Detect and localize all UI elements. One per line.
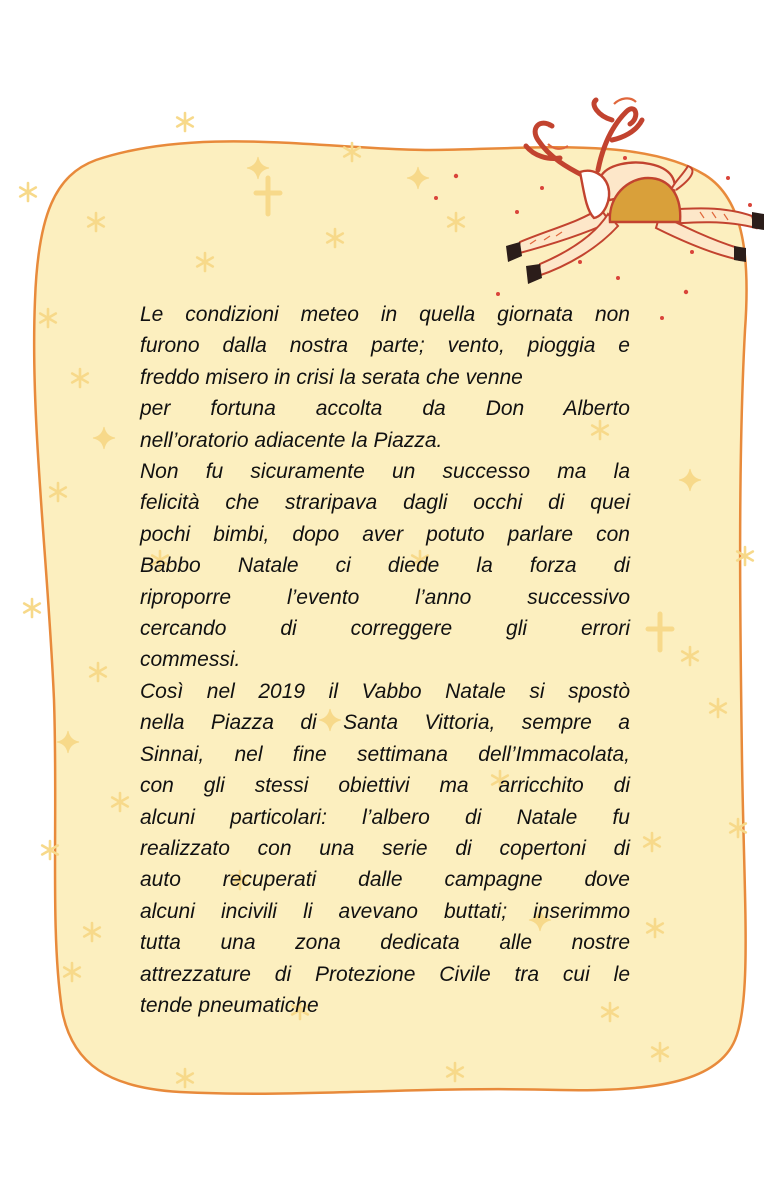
text-line: realizzato con una serie di copertoni di [140,836,630,860]
text-line: Non fu sicuramente un successo ma la [140,460,630,484]
text-line: Le condizioni meteo in quella giornata non [140,303,630,326]
text-line: cercando di correggere gli errori [140,617,630,641]
text-line: nell’oratorio adiacente la Piazza. [140,428,443,452]
text-line: tutta una zona dedicata alle nostre [140,931,630,955]
text-line: alcuni incivili li avevano buttati; inserimmo [140,899,630,923]
text-line: Sinnai, nel fine settimana dell’Immacolata, [140,742,630,766]
text-line: freddo misero in crisi la serata che venne [140,365,523,389]
text-line: nella Piazza di Santa Vittoria, sempre a [140,711,630,735]
story-text [140,299,630,1021]
text-line: per fortuna accolta da Don Alberto [140,397,630,421]
text-line: auto recuperati dalle campagne dove [140,868,630,892]
text-line: pochi bimbi, dopo aver potuto parlare con [140,522,630,546]
text-line: alcuni particolari: l’albero di Natale fu [140,805,630,829]
text-line: felicità che straripava dagli occhi di quei [140,491,630,515]
text-line: Babbo Natale ci diede la forza di [140,554,630,578]
text-line: Così nel 2019 il Vabbo Natale si spostò [140,679,630,703]
text-line: con gli stessi obiettivi ma arricchito di [140,774,630,798]
paragraph-3 [140,676,630,1021]
text-line: tende pneumatiche [140,993,319,1017]
text-line: commessi. [140,648,241,672]
text-line: furono dalla nostra parte; vento, pioggia e [140,334,630,358]
paragraph-2 [140,456,630,676]
text-line: riproporre l’evento l’anno successivo [140,585,630,609]
paragraph-1 [140,299,630,456]
text-line: attrezzature di Protezione Civile tra cui le [140,962,630,986]
